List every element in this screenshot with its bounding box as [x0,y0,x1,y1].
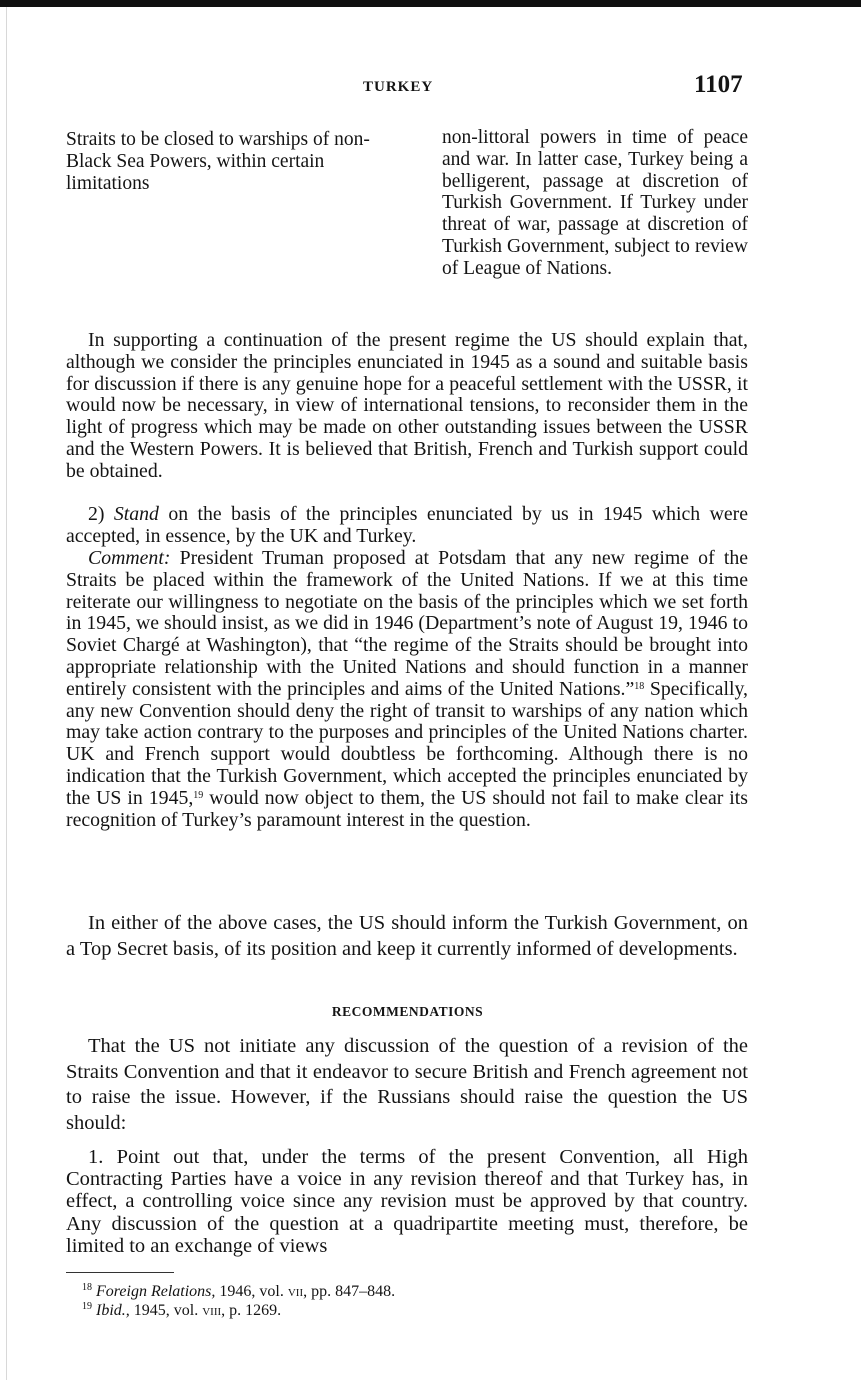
paragraph-stand [66,504,748,548]
footnote-source-title: Foreign Relations, [96,1283,216,1300]
footnote-source-title: Ibid., [96,1302,130,1319]
footnote-pages: , p. 1269. [221,1302,282,1319]
footnote-19 [82,1302,281,1320]
option-text: on the basis of the principles enunciated by us in 1945 which were accepted, in essence, by the UK and Turkey. [66,503,748,547]
comment-text-b: Specifically, any new Convention should deny the right of transit to warships of any nation which may take action contrary to the purposes and principles of the United Nations charter. UK and French support would doubtless be forthcoming. Although there is no indication that the Turkish Government, which accepted the principles enunciated by the US in 1945, [66,677,748,809]
running-head-title: TURKEY [363,79,434,95]
footnote-pages: , pp. 847–848. [303,1283,396,1300]
section-heading-recommendations: RECOMMENDATIONS [331,1004,484,1019]
page-number: 1107 [694,71,743,98]
paragraph-recommendation-intro: That the US not initiate any discussion of the question of a revision of the Straits Convention and that it endeavor to secure British and French agreement not to raise the issue. However, if the Russians should raise the question the US should: [66,1035,748,1134]
paragraph-inform-turkey: In either of the above cases, the US should inform the Turkish Government, on a Top Secret basis, of its position and keep it currently informed of developments. [66,912,748,960]
footnote-18 [82,1283,395,1301]
option-number: 2) [88,503,105,525]
option-keyword: Stand [113,503,159,525]
paragraph-recommendation-1: 1. Point out that, under the terms of the present Convention, all High Contracting Parties have a voice in any revision thereof and that Turkey has, in effect, a controlling voice since any revision must be approved by that country. Any discussion of the question at a quadripartite meeting must, therefore, be limited to an exchange of views [66,1146,748,1257]
footnote-ref-18[interactable]: 18 [634,680,645,692]
footnote-rule [66,1272,174,1273]
top-border [0,0,861,7]
footnote-citation: 1945, vol. [133,1302,199,1319]
table-right-column: non-littoral powers in time of peace and war. In latter case, Turkey being a belligerent, passage at discretion of Turkish Government. If Turkey under threat of war, passage at discretion of Turkish Government, subject to review of League of Nations. [442,127,748,279]
footnote-citation: 1946, vol. [219,1283,284,1300]
comment-text-c: would now object to them, the US should not fail to make clear its recognition of Turkey’s paramount interest in the question. [66,786,748,831]
footnote-number: 19 [82,1301,92,1312]
paragraph-comment [66,548,748,831]
table-left-column: Straits to be closed to warships of non-Black Sea Powers, within certain limitations [66,129,370,194]
footnote-number: 18 [82,1282,92,1293]
footnote-volume: viii [202,1302,222,1319]
comment-text-a: President Truman proposed at Potsdam that any new regime of the Straits be placed within the framework of the United Nations. If we at this time reiterate our willingness to negotiate on the basis of the principles which we set forth in 1945, we should insist, as we did in 1946 (Department’s note of August 19, 1946 to Soviet Chargé at Washington), that “the regime of the Straits should be brought into appropriate relationship with the United Nations and should function in a manner entirely consistent with the principles and aims of the United Nations.” [66,547,748,700]
footnote-volume: vii [287,1283,304,1300]
footnote-ref-19[interactable]: 19 [193,789,204,801]
comment-label: Comment: [88,547,171,569]
paragraph-continuation-regime: In supporting a continuation of the present regime the US should explain that, although we consider the principles enunciated in 1945 as a sound and suitable basis for discussion if there is any genuine hope for a peaceful settlement with the USSR, it would now be necessary, in view of international tensions, to reconsider them in the light of progress which may be made on other outstanding issues between the USSR and the Western Powers. It is believed that British, French and Turkish support could be obtained. [66,329,748,482]
page-edge [6,7,7,1380]
